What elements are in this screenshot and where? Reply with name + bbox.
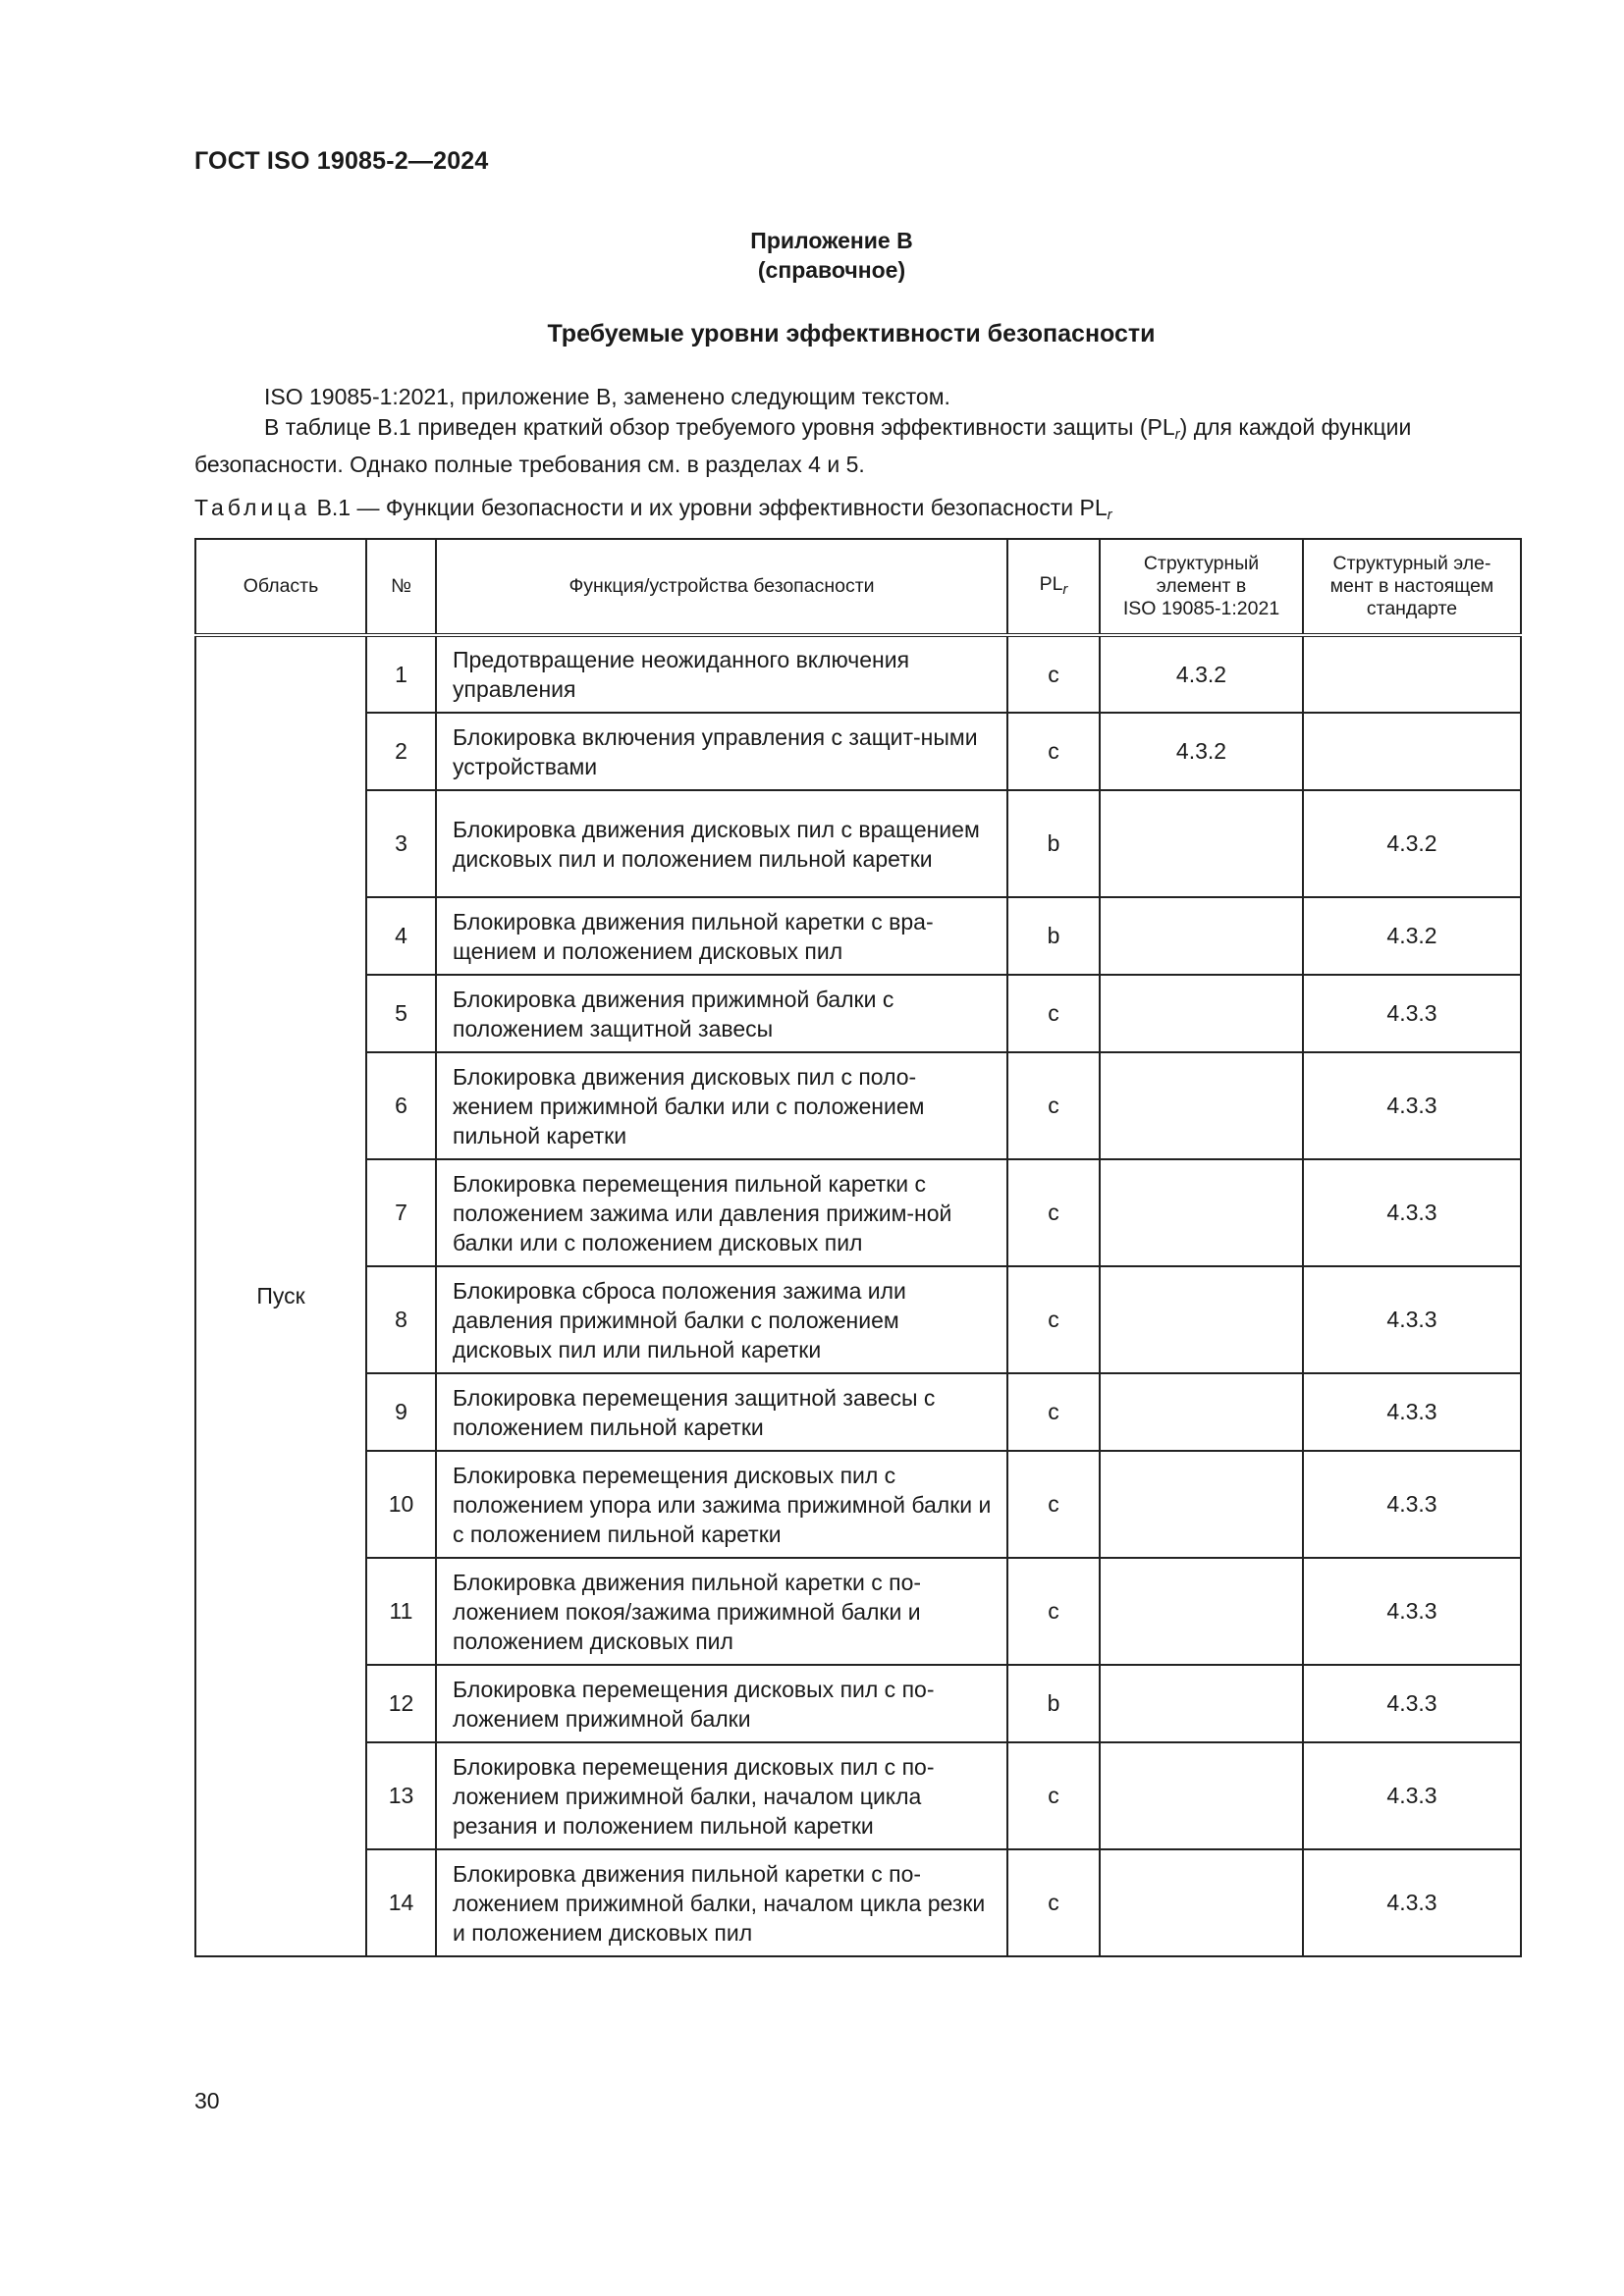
cell-pl: c	[1007, 1451, 1100, 1558]
cell-this-standard-element: 4.3.3	[1303, 975, 1521, 1052]
annex-subtitle: (справочное)	[757, 257, 906, 283]
cell-number: 14	[366, 1849, 436, 1956]
safety-functions-table	[194, 538, 1522, 1957]
cell-this-standard-element	[1303, 635, 1521, 713]
cell-this-standard-element: 4.3.2	[1303, 790, 1521, 897]
cell-pl: c	[1007, 1159, 1100, 1266]
cell-this-standard-element	[1303, 713, 1521, 790]
header-iso-line: Структурный	[1143, 553, 1260, 574]
cell-iso-element	[1100, 1373, 1303, 1451]
table-caption	[194, 495, 1112, 523]
table-row	[195, 1742, 1521, 1849]
cell-number: 13	[366, 1742, 436, 1849]
cell-number: 4	[366, 897, 436, 975]
table-row	[195, 1373, 1521, 1451]
table-row	[195, 1159, 1521, 1266]
cell-function: Блокировка перемещения пильной каретки с положением зажима или давления прижим-ной балки или с положением дисковых пил	[436, 1159, 1007, 1266]
cell-pl: b	[1007, 790, 1100, 897]
document-code: ГОСТ ISO 19085-2—2024	[194, 147, 489, 175]
cell-this-standard-element: 4.3.3	[1303, 1373, 1521, 1451]
cell-iso-element	[1100, 975, 1303, 1052]
cell-function: Блокировка перемещения защитной завесы с положением пильной каретки	[436, 1373, 1007, 1451]
cell-pl: c	[1007, 635, 1100, 713]
cell-number: 2	[366, 713, 436, 790]
header-this-line: мент в настоящем	[1329, 575, 1494, 597]
table-row	[195, 790, 1521, 897]
table-body	[195, 635, 1521, 1956]
cell-this-standard-element: 4.3.3	[1303, 1052, 1521, 1159]
table-row	[195, 1665, 1521, 1742]
paragraph-2-text: В таблице В.1 приведен краткий обзор требуемого уровня эффективности защиты (PL	[264, 414, 1175, 440]
cell-pl: c	[1007, 1558, 1100, 1665]
table-row	[195, 1266, 1521, 1373]
cell-number: 11	[366, 1558, 436, 1665]
cell-number: 8	[366, 1266, 436, 1373]
cell-iso-element	[1100, 790, 1303, 897]
cell-pl: c	[1007, 713, 1100, 790]
pl-subscript: r	[1174, 426, 1180, 443]
header-iso-element	[1100, 539, 1303, 635]
cell-iso-element	[1100, 1742, 1303, 1849]
table-row	[195, 1558, 1521, 1665]
paragraph-2	[194, 412, 1522, 480]
cell-pl: c	[1007, 1266, 1100, 1373]
header-area: Область	[195, 539, 366, 635]
cell-area: Пуск	[195, 635, 366, 1956]
cell-this-standard-element: 4.3.3	[1303, 1849, 1521, 1956]
cell-function: Блокировка движения прижимной балки с положением защитной завесы	[436, 975, 1007, 1052]
table-row	[195, 1849, 1521, 1956]
header-this-line: Структурный эле-	[1332, 553, 1491, 574]
cell-function: Блокировка движения пильной каретки с вра-щением и положением дисковых пил	[436, 897, 1007, 975]
cell-this-standard-element: 4.3.3	[1303, 1742, 1521, 1849]
cell-function: Блокировка движения пильной каретки с по-ложением покоя/зажима прижимной балки и положением дисковых пил	[436, 1558, 1007, 1665]
cell-this-standard-element: 4.3.3	[1303, 1558, 1521, 1665]
annex-title: Приложение В	[750, 228, 913, 253]
cell-number: 9	[366, 1373, 436, 1451]
paragraph-2-text-end: ) для каждой функции безопасности. Однако полные требования см. в разделах 4 и 5.	[194, 414, 1412, 477]
cell-this-standard-element: 4.3.3	[1303, 1451, 1521, 1558]
page-number: 30	[194, 2088, 220, 2113]
cell-iso-element	[1100, 897, 1303, 975]
cell-pl: c	[1007, 1373, 1100, 1451]
table-header-row	[195, 539, 1521, 635]
header-this-line: стандарте	[1366, 598, 1458, 619]
cell-this-standard-element: 4.3.3	[1303, 1266, 1521, 1373]
table-caption-label: Таблица	[194, 495, 311, 520]
table-row	[195, 1052, 1521, 1159]
header-pl	[1007, 539, 1100, 635]
cell-iso-element: 4.3.2	[1100, 635, 1303, 713]
cell-iso-element	[1100, 1665, 1303, 1742]
table-row	[195, 897, 1521, 975]
cell-number: 6	[366, 1052, 436, 1159]
header-pl-text: PL	[1039, 572, 1063, 595]
cell-pl: c	[1007, 1742, 1100, 1849]
cell-number: 10	[366, 1451, 436, 1558]
cell-pl: b	[1007, 897, 1100, 975]
cell-function: Блокировка включения управления с защит-ными устройствами	[436, 713, 1007, 790]
cell-number: 7	[366, 1159, 436, 1266]
table-caption-text: В.1 — Функции безопасности и их уровни эффективности безопасности PL	[310, 495, 1108, 520]
table-caption-subscript: r	[1107, 507, 1112, 523]
cell-function: Блокировка движения пильной каретки с по-ложением прижимной балки, началом цикла резки и положением дисковых пил	[436, 1849, 1007, 1956]
cell-iso-element	[1100, 1558, 1303, 1665]
cell-iso-element	[1100, 1849, 1303, 1956]
cell-iso-element	[1100, 1052, 1303, 1159]
header-function: Функция/устройства безопасности	[436, 539, 1007, 635]
cell-iso-element	[1100, 1159, 1303, 1266]
cell-pl: c	[1007, 975, 1100, 1052]
cell-iso-element	[1100, 1451, 1303, 1558]
cell-number: 1	[366, 635, 436, 713]
header-number: №	[366, 539, 436, 635]
cell-function: Предотвращение неожиданного включения управления	[436, 635, 1007, 713]
cell-function: Блокировка перемещения дисковых пил с положением упора или зажима прижимной балки и с положением пильной каретки	[436, 1451, 1007, 1558]
cell-function: Блокировка движения дисковых пил с поло-жением прижимной балки или с положением пильной каретки	[436, 1052, 1007, 1159]
cell-pl: b	[1007, 1665, 1100, 1742]
cell-this-standard-element: 4.3.2	[1303, 897, 1521, 975]
cell-iso-element	[1100, 1266, 1303, 1373]
cell-pl: c	[1007, 1849, 1100, 1956]
table-row	[195, 713, 1521, 790]
cell-function: Блокировка перемещения дисковых пил с по-ложением прижимной балки, началом цикла резания и положением пильной каретки	[436, 1742, 1007, 1849]
cell-function: Блокировка движения дисковых пил с вращением дисковых пил и положением пильной каретки	[436, 790, 1007, 897]
cell-this-standard-element: 4.3.3	[1303, 1159, 1521, 1266]
annex-heading	[0, 226, 1624, 285]
header-iso-line: ISO 19085-1:2021	[1122, 598, 1280, 619]
table-row	[195, 975, 1521, 1052]
cell-this-standard-element: 4.3.3	[1303, 1665, 1521, 1742]
cell-iso-element: 4.3.2	[1100, 713, 1303, 790]
paragraph-1: ISO 19085-1:2021, приложение В, заменено следующим текстом.	[264, 384, 950, 409]
cell-function: Блокировка перемещения дисковых пил с по-ложением прижимной балки	[436, 1665, 1007, 1742]
cell-pl: c	[1007, 1052, 1100, 1159]
section-title: Требуемые уровни эффективности безопасности	[547, 320, 1156, 347]
header-iso-line: элемент в	[1156, 575, 1247, 597]
header-pl-subscript: r	[1062, 580, 1068, 598]
cell-number: 3	[366, 790, 436, 897]
cell-number: 5	[366, 975, 436, 1052]
header-this-standard-element	[1303, 539, 1521, 635]
table-row	[195, 635, 1521, 713]
table-row	[195, 1451, 1521, 1558]
cell-function: Блокировка сброса положения зажима или давления прижимной балки с положением дисковых пил или пильной каретки	[436, 1266, 1007, 1373]
cell-number: 12	[366, 1665, 436, 1742]
